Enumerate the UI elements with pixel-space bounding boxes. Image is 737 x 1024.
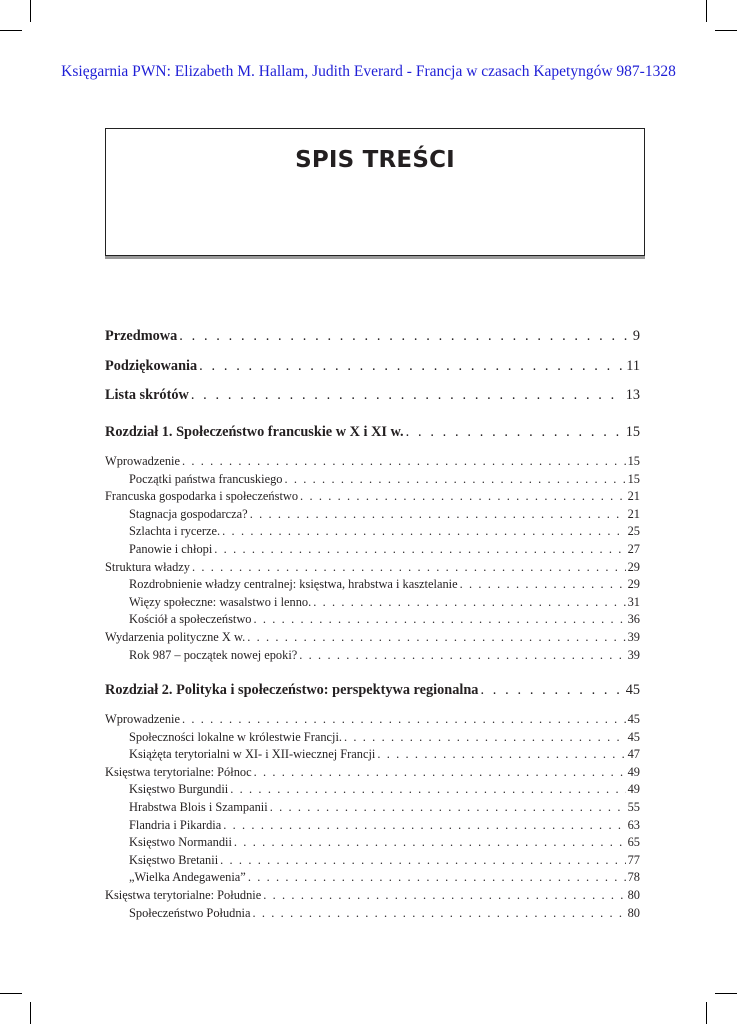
crop-mark: [30, 0, 31, 22]
chapter-heading[interactable]: [105, 682, 640, 712]
dot-leader: [223, 818, 625, 833]
entry-page: 63: [627, 817, 640, 832]
entry-label: Szlachta i rycerze.: [129, 524, 221, 539]
entry-label: „Wielka Andegawenia”: [129, 870, 246, 885]
toc-subentry[interactable]: [105, 730, 640, 748]
entry-label: Podziękowania: [105, 357, 198, 374]
toc-entry[interactable]: [105, 888, 640, 906]
dot-leader: [299, 648, 625, 663]
chapter-1-entries: [105, 454, 640, 665]
entry-label: Struktura władzy: [105, 559, 190, 574]
toc-entry-lista-skrotow[interactable]: [105, 387, 640, 417]
entry-page: 25: [627, 524, 640, 539]
entry-label: Społeczeństwo Południa: [129, 905, 251, 920]
dot-leader: [313, 595, 625, 610]
entry-page: 65: [627, 835, 640, 850]
entry-page: 15: [627, 454, 640, 468]
toc-entry[interactable]: [105, 489, 640, 507]
entry-page: 39: [627, 647, 640, 662]
entry-label: Wprowadzenie: [105, 712, 180, 726]
toc-subentry[interactable]: [105, 612, 640, 630]
entry-page: 80: [627, 887, 640, 902]
toc-subentry[interactable]: [105, 595, 640, 613]
entry-page: 27: [627, 541, 640, 556]
crop-mark: [0, 30, 22, 31]
dot-leader: [252, 906, 625, 921]
toc-entry-podziekowania[interactable]: [105, 358, 640, 388]
dot-leader: [182, 712, 626, 727]
page-title: SPIS TREŚCI: [295, 147, 455, 173]
dot-leader: [191, 387, 624, 404]
entry-page: 55: [627, 799, 640, 814]
chapter-page: 15: [625, 424, 640, 440]
dot-leader: [192, 560, 626, 575]
entry-label: Francuska gospodarka i społeczeństwo: [105, 489, 299, 504]
dot-leader: [234, 835, 626, 850]
toc-subentry[interactable]: [105, 835, 640, 853]
toc-subentry[interactable]: [105, 818, 640, 836]
entry-label: Flandria i Pikardia: [129, 817, 222, 832]
toc-entry[interactable]: [105, 630, 640, 648]
toc-subentry[interactable]: [105, 648, 640, 666]
entry-page: 21: [627, 506, 640, 521]
title-box: [105, 128, 645, 256]
entry-page: 45: [627, 729, 640, 744]
dot-leader: [254, 612, 626, 627]
toc-subentry[interactable]: [105, 542, 640, 560]
chapter-heading[interactable]: [105, 424, 640, 454]
dot-leader: [179, 328, 631, 345]
toc-subentry[interactable]: [105, 507, 640, 525]
crop-mark: [706, 1002, 707, 1024]
toc-subentry[interactable]: [105, 906, 640, 924]
chapter-2-entries: [105, 712, 640, 923]
entry-label: Księstwa terytorialne: Południe: [105, 887, 262, 902]
chapter-page: 45: [625, 682, 640, 698]
entry-page: 36: [627, 612, 640, 627]
entry-page: 49: [627, 782, 640, 797]
toc-subentry[interactable]: [105, 747, 640, 765]
chapter-label: Rozdział 2. Polityka i społeczeństwo: perspektywa regionalna: [105, 682, 479, 698]
toc-subentry[interactable]: [105, 800, 640, 818]
chapter-label: Rozdział 1. Społeczeństwo francuskie w X i XI w.: [105, 424, 404, 440]
toc-subentry[interactable]: [105, 782, 640, 800]
dot-leader: [220, 853, 625, 868]
dot-leader: [284, 472, 625, 487]
entry-page: 29: [627, 577, 640, 592]
crop-mark: [715, 993, 737, 994]
dot-leader: [214, 542, 625, 557]
dot-leader: [344, 730, 626, 745]
entry-label: Księstwo Normandii: [129, 835, 232, 850]
entry-page: 11: [626, 357, 640, 374]
toc-entry[interactable]: [105, 765, 640, 783]
entry-label: Społeczności lokalne w królestwie Francji.: [129, 729, 342, 744]
entry-page: 15: [627, 471, 640, 486]
dot-leader: [199, 358, 624, 375]
crop-mark: [706, 0, 707, 22]
entry-label: Wprowadzenie: [105, 454, 180, 468]
entry-label: Więzy społeczne: wasalstwo i lenno.: [129, 594, 312, 609]
dot-leader: [247, 630, 625, 645]
entry-label: Kościół a społeczeństwo: [129, 612, 252, 627]
entry-page: 39: [627, 629, 640, 644]
dot-leader: [406, 424, 624, 441]
entry-page: 29: [627, 559, 640, 574]
entry-page: 9: [632, 328, 640, 344]
dot-leader: [300, 489, 626, 504]
dot-leader: [222, 524, 625, 539]
dot-leader: [254, 765, 626, 780]
toc-subentry[interactable]: [105, 853, 640, 871]
toc-subentry[interactable]: [105, 870, 640, 888]
entry-label: Lista skrótów: [105, 387, 189, 403]
dot-leader: [480, 682, 623, 699]
entry-label: Hrabstwa Blois i Szampanii: [129, 799, 268, 814]
toc-subentry[interactable]: [105, 577, 640, 595]
entry-page: 31: [627, 594, 640, 609]
dot-leader: [250, 507, 626, 522]
entry-page: 47: [627, 747, 640, 762]
dot-leader: [230, 782, 625, 797]
entry-page: 77: [627, 852, 640, 867]
toc-entry[interactable]: [105, 712, 640, 730]
entry-label: Stagnacja gospodarcza?: [129, 506, 248, 521]
crop-mark: [715, 30, 737, 31]
entry-page: 49: [627, 764, 640, 779]
entry-label: Księstwa terytorialne: Północ: [105, 764, 252, 779]
chapter-1-section: [105, 424, 640, 454]
toc-entry[interactable]: [105, 560, 640, 578]
entry-label: Panowie i chłopi: [129, 541, 213, 556]
entry-page: 45: [627, 712, 640, 726]
entry-label: Księstwo Burgundii: [129, 782, 229, 797]
toc-entry-przedmowa[interactable]: [105, 328, 640, 358]
entry-label: Wydarzenia polityczne X w.: [105, 629, 246, 644]
dot-leader: [263, 888, 625, 903]
entry-page: 21: [627, 489, 640, 504]
entry-label: Przedmowa: [105, 328, 178, 344]
dot-leader: [248, 870, 626, 885]
entry-label: Początki państwa francuskiego: [129, 471, 283, 486]
dot-leader: [460, 577, 626, 592]
source-header: Księgarnia PWN: Elizabeth M. Hallam, Judith Everard - Francja w czasach Kapetyngów 987-1328: [61, 63, 676, 80]
chapter-2-section: [105, 682, 640, 712]
entry-page: 80: [627, 905, 640, 920]
dot-leader: [377, 747, 625, 762]
entry-label: Księstwo Bretanii: [129, 852, 219, 867]
front-matter-list: [105, 328, 640, 417]
entry-page: 13: [625, 387, 640, 403]
toc-entry[interactable]: [105, 454, 640, 472]
crop-mark: [0, 993, 22, 994]
toc-subentry[interactable]: [105, 472, 640, 490]
entry-label: Rozdrobnienie władzy centralnej: księstwa, hrabstwa i kasztelanie: [129, 577, 458, 592]
entry-label: Rok 987 – początek nowej epoki?: [129, 647, 298, 662]
dot-leader: [182, 454, 626, 469]
dot-leader: [270, 800, 626, 815]
entry-label: Książęta terytorialni w XI- i XII-wiecznej Francji: [129, 747, 376, 762]
crop-mark: [30, 1002, 31, 1024]
entry-page: 78: [627, 870, 640, 885]
toc-subentry[interactable]: [105, 524, 640, 542]
